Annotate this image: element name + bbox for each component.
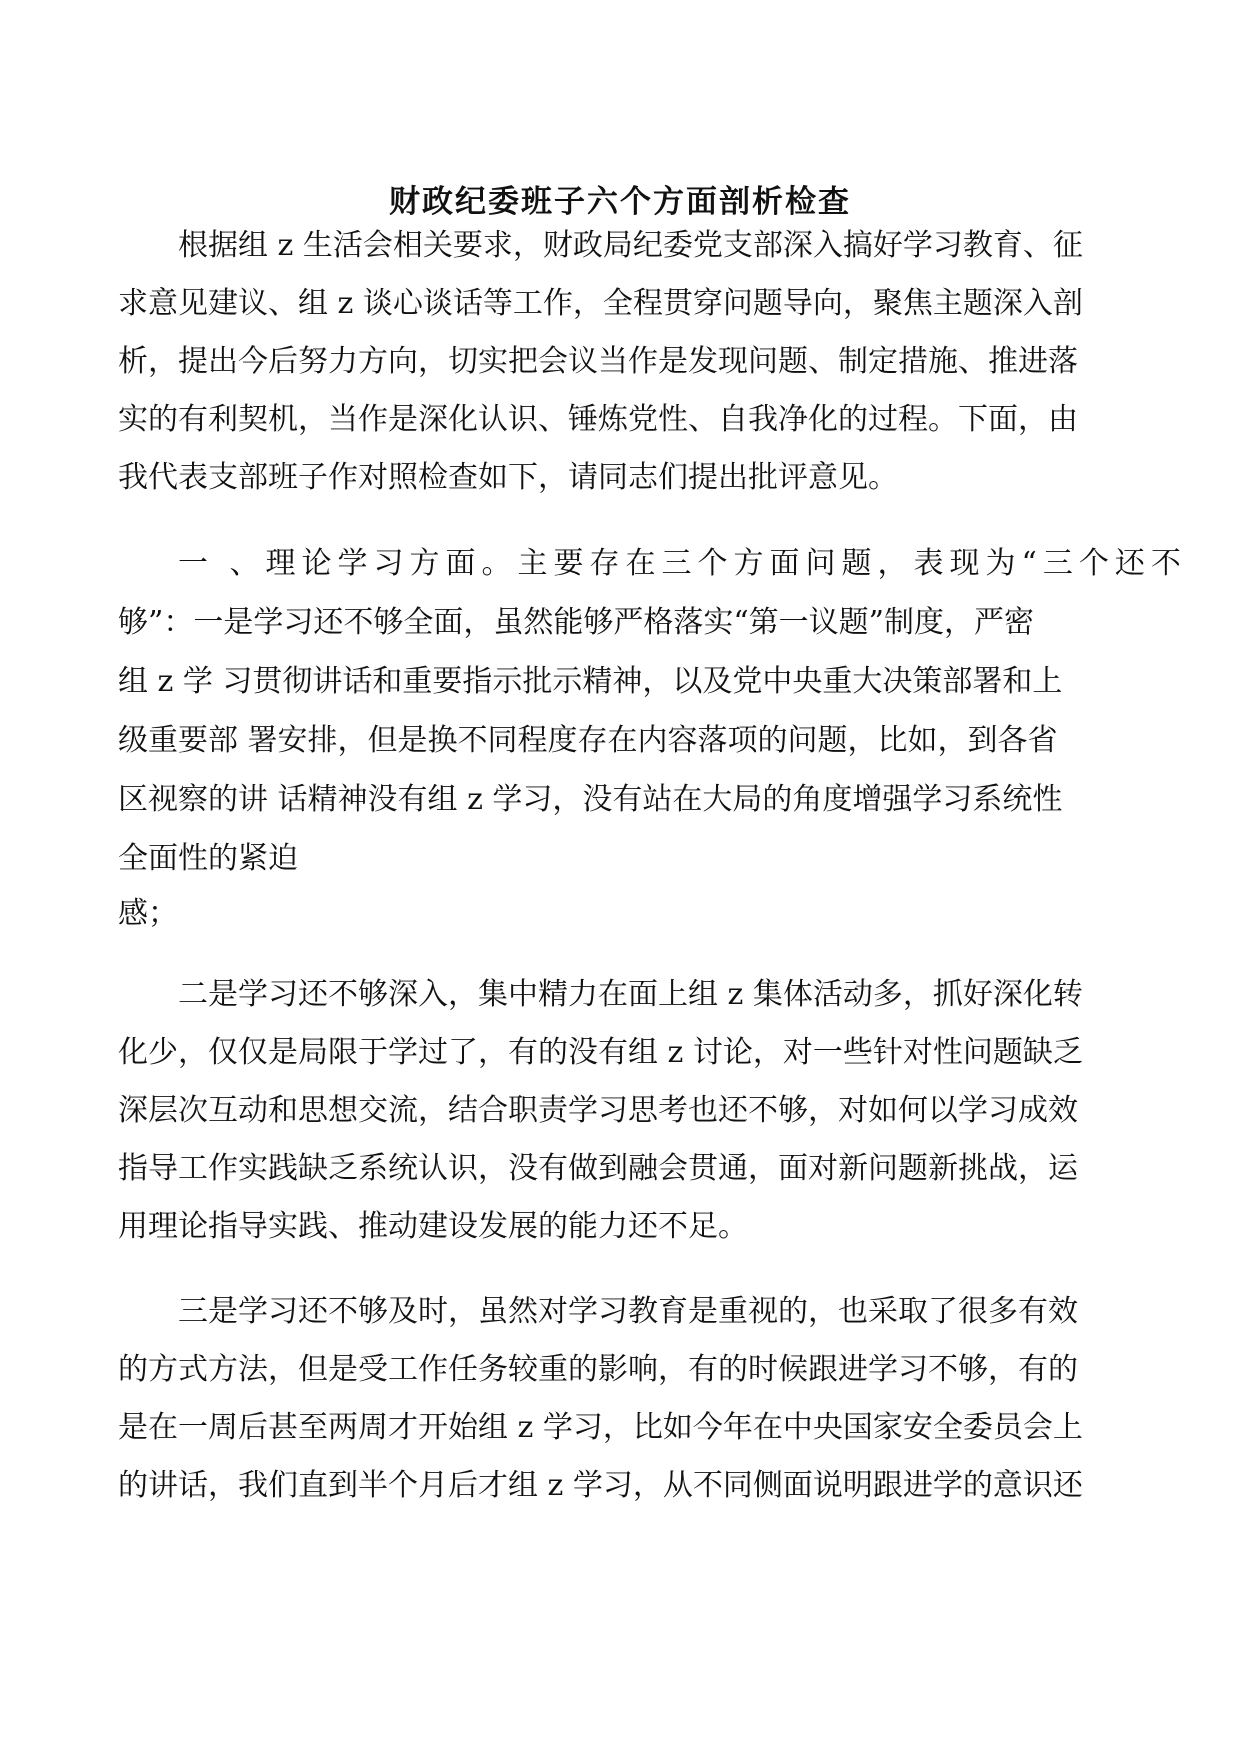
- paragraph-line: 组 z 学 习贯彻讲话和重要指示批示精神，以及党中央重大决策部署和上: [118, 664, 1063, 699]
- paragraph-line: 够”：一是学习还不够全面，虽然能够严格落实“第一议题”制度，严密: [118, 605, 1035, 640]
- document-title: 财政纪委班子六个方面剖析检查: [389, 184, 851, 220]
- paragraph-line: 化少，仅仅是局限于学过了，有的没有组 z 讨论，对一些针对性问题缺乏: [118, 1035, 1083, 1070]
- paragraph-line: 感；: [118, 896, 178, 931]
- paragraph-line: 二是学习还不够深入，集中精力在面上组 z 集体活动多，抓好深化转: [178, 977, 1083, 1012]
- paragraph-line: 三是学习还不够及时，虽然对学习教育是重视的，也采取了很多有效: [178, 1294, 1078, 1329]
- paragraph-line: 用理论指导实践、推动建设发展的能力还不足。: [118, 1209, 748, 1244]
- paragraph-line: 区视察的讲 话精神没有组 z 学习，没有站在大局的角度增强学习系统性: [118, 782, 1063, 817]
- paragraph-line: 是在一周后甚至两周才开始组 z 学习，比如今年在中央国家安全委员会上: [118, 1410, 1083, 1445]
- paragraph-line: 指导工作实践缺乏系统认识，没有做到融会贯通，面对新问题新挑战，运: [118, 1151, 1078, 1186]
- paragraph-line: 析，提出今后努力方向，切实把会议当作是发现问题、制定措施、推进落: [118, 344, 1078, 379]
- paragraph-line: 全面性的紧迫: [118, 841, 298, 876]
- paragraph-line: 一 、理论学习方面。主要存在三个方面问题，表现为“三个还不: [178, 546, 1187, 581]
- paragraph-line: 级重要部 署安排，但是换不同程度存在内容落项的问题，比如，到各省: [118, 723, 1058, 758]
- paragraph-line: 我代表支部班子作对照检查如下，请同志们提出批评意见。: [118, 460, 898, 495]
- paragraph-line: 求意见建议、组 z 谈心谈话等工作，全程贯穿问题导向，聚焦主题深入剖: [118, 286, 1083, 321]
- paragraph-line: 的方式方法，但是受工作任务较重的影响，有的时候跟进学习不够，有的: [118, 1352, 1078, 1387]
- paragraph-line: 实的有利契机，当作是深化认识、锤炼党性、自我净化的过程。下面，由: [118, 402, 1078, 437]
- paragraph-line: 根据组 z 生活会相关要求，财政局纪委党支部深入搞好学习教育、征: [178, 228, 1083, 263]
- paragraph-line: 深层次互动和思想交流，结合职责学习思考也还不够，对如何以学习成效: [118, 1093, 1078, 1128]
- paragraph-line: 的讲话，我们直到半个月后才组 z 学习，从不同侧面说明跟进学的意识还: [118, 1468, 1083, 1503]
